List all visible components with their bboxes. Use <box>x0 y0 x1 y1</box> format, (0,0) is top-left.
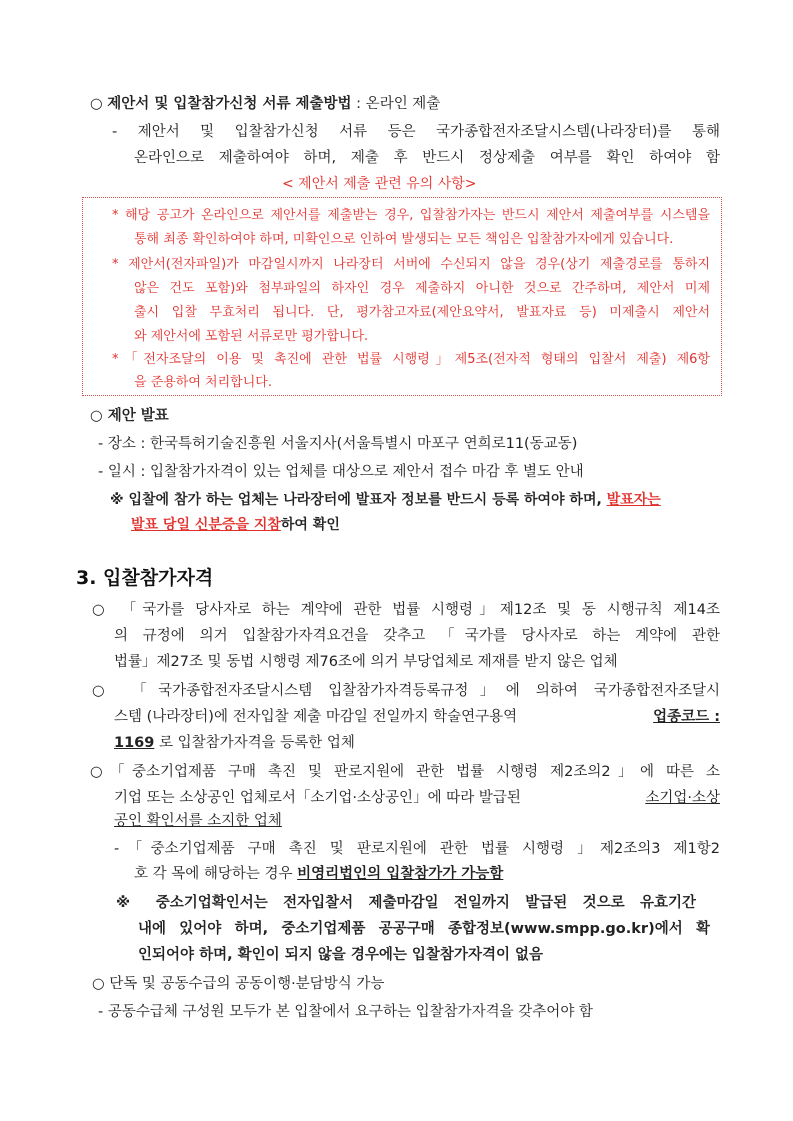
notice-2-line-3: 출시 입찰 무효처리 됩니다. 단, 평가참고자료(제안요약서, 발표자료 등) 미제출시 제안서 <box>134 305 710 320</box>
industry-code-label: 업종코드 : <box>653 709 720 725</box>
presentation-place: - 장소 : 한국특허기술진흥원 서울지사(서울특별시 마포구 연희로11(동교동) <box>98 436 578 452</box>
qual-item-3-text: 기업 또는 소상공인 업체로서「소기업·소상공인」에 따라 발급된 <box>114 790 521 806</box>
qual-item-1-line-1: ○ 「국가를 당사자로 하는 계약에 관한 법률 시행령」제12조 및 동 시행규칙 제14조 <box>92 602 720 618</box>
qual-item-3-sub-line-1: -「중소기업제품 구매 촉진 및 판로지원에 관한 법률 시행령 」제2조의3 제1항2 <box>114 841 720 857</box>
qual-item-2-line-3 <box>114 733 355 753</box>
presenter-note-red-2: 발표 당일 신분증을 지참 <box>131 517 281 533</box>
presentation-heading <box>90 406 169 426</box>
sme-note-line-2: 내에 있어야 하며, 중소기업제품 공공구매 종합정보(www.smpp.go.kr)에서 확 <box>138 921 710 937</box>
qual-item-3-underlined-1: 소기업·소상 <box>645 790 720 806</box>
submission-heading-rest: : 온라인 제출 <box>351 96 441 112</box>
nonprofit-eligibility: 비영리법인의 입찰참가가 가능함 <box>297 866 504 882</box>
notice-3-line-1: *「전자조달의 이용 및 촉진에 관한 법률 시행령」제5조(전자적 형태의 입찰서 제출) 제6항 <box>112 352 710 367</box>
presenter-note-line-2 <box>131 515 340 535</box>
submission-line-1: - 제안서 및 입찰참가신청 서류 등은 국가종합전자조달시스템(나라장터)를 통해 <box>112 124 720 140</box>
qual-item-2-text: 스템 (나라장터)에 전자입찰 제출 마감일 전일까지 학술연구용역 <box>114 709 518 725</box>
notice-2-line-2: 않은 건도 포함)와 첨부파일의 하자인 경우 제출하지 아니한 것으로 간주하며, 제안서 미제 <box>134 281 710 296</box>
sme-note-line-1: ※ 중소기업확인서는 전자입찰서 제출마감일 전일까지 발급된 것으로 유효기간 <box>116 895 696 911</box>
caution-title: < 제안서 제출 관련 유의 사항> <box>282 176 477 192</box>
qual-item-1-line-3: 법률」제27조 및 동법 시행령 제76조에 의거 부당업체로 제재를 받지 않은 업체 <box>114 654 618 670</box>
notice-1-line-1: * 해당 공고가 온라인으로 제안서를 제출받는 경우, 입찰참가자는 반드시 제안서 제출여부를 시스템을 <box>112 208 710 223</box>
qual-item-1-line-2: 의 규정에 의거 입찰참가자격요건을 갖추고 「국가를 당사자로 하는 계약에 관한 <box>114 628 720 644</box>
presenter-note-line-1 <box>110 490 661 510</box>
section-title: 3. 입찰참가자격 <box>76 567 214 589</box>
qual-item-3-sub-text: 호 각 목에 해당하는 경우 <box>134 866 293 882</box>
circle-bullet: ○ <box>90 96 103 112</box>
notice-1-line-2: 통해 최종 확인하여야 하며, 미확인으로 인하여 발생되는 모든 책임은 입찰참가자에게 있습니다. <box>134 232 674 247</box>
presenter-note-end: 하여 확인 <box>280 517 340 533</box>
qual-item-2-line-2 <box>114 707 720 727</box>
submission-line-2: 온라인으로 제출하여야 하며, 제출 후 반드시 정상제출 여부를 확인 하여야 함 <box>134 150 720 166</box>
qual-item-2-line-1: ○ 「국가종합전자조달시스템 입찰참가자격등록규정」에 의하여 국가종합전자조달시 <box>92 683 720 699</box>
qual-item-2-tail: 로 입찰참가자격을 등록한 업체 <box>154 735 355 751</box>
qual-item-4-sub: - 공동수급체 구성원 모두가 본 입찰에서 요구하는 입찰참가자격을 갖추어야 함 <box>98 1004 593 1020</box>
circle-bullet: ○ <box>90 408 103 424</box>
qual-item-3-sub-line-2 <box>134 864 503 884</box>
qual-item-4: ○ 단독 및 공동수급의 공동이행·분담방식 가능 <box>92 976 385 992</box>
qual-item-3-underlined-2: 공인 확인서를 소지한 업체 <box>114 813 282 829</box>
notice-2-line-1: * 제안서(전자파일)가 마감일시까지 나라장터 서버에 수신되지 않을 경우(상기 제출경로를 통하지 <box>112 257 710 272</box>
presentation-heading-text: 제안 발표 <box>107 408 169 424</box>
presenter-note-red-1: 발표자는 <box>606 492 661 508</box>
notice-2-line-4: 와 제안서에 포함된 서류로만 평가합니다. <box>134 329 369 344</box>
qual-item-3-line-2 <box>114 788 720 808</box>
industry-code-value: 1169 <box>114 735 155 751</box>
reference-mark: ※ <box>110 492 124 508</box>
qual-item-3-line-1: ○「중소기업제품 구매 촉진 및 판로지원에 관한 법률 시행령 제2조의2」에 따른 소 <box>90 764 720 780</box>
notice-3-line-2: 을 준용하여 처리합니다. <box>134 375 272 390</box>
sme-note-line-3: 인되어야 하며, 확인이 되지 않을 경우에는 입찰참가자격이 없음 <box>138 947 544 963</box>
presenter-note-main: 입찰에 참가 하는 업체는 나라장터에 발표자 정보를 반드시 등록 하여야 하며, <box>128 492 602 508</box>
submission-heading-bold: 제안서 및 입찰참가신청 서류 제출방법 <box>107 96 352 112</box>
submission-heading <box>90 94 440 114</box>
presentation-date: - 일시 : 입찰참가자격이 있는 업체를 대상으로 제안서 접수 마감 후 별도 안내 <box>98 464 584 480</box>
